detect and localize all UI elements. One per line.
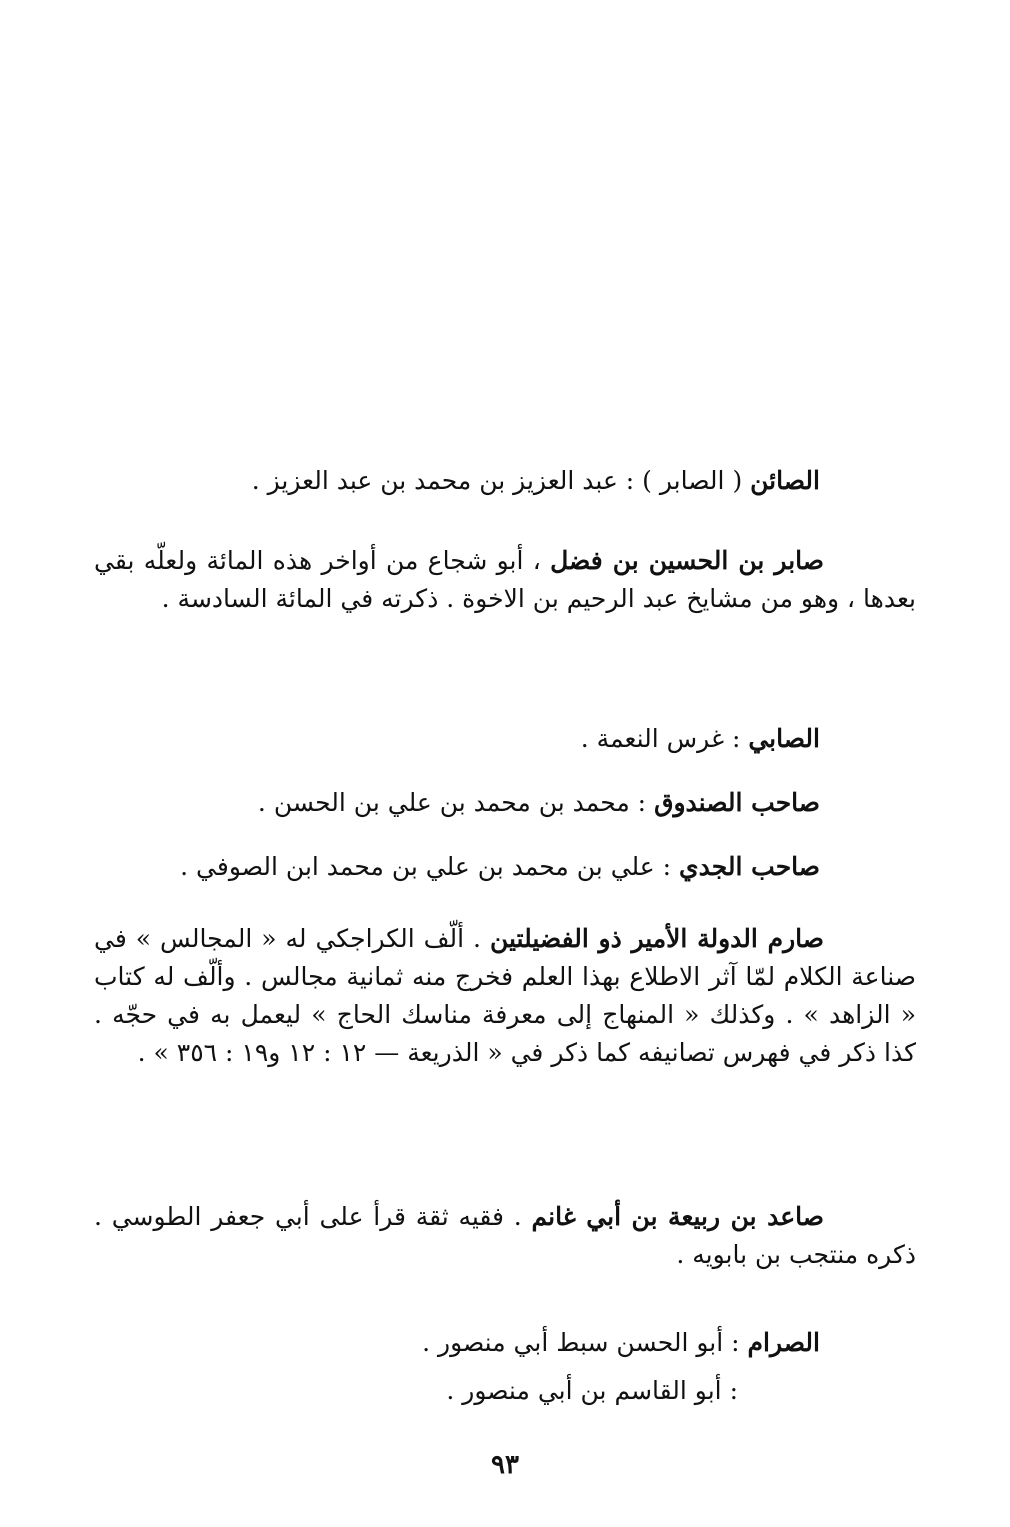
entry-body: : أبو الحسن سبط أبي منصور . <box>422 1328 748 1357</box>
entry-al-sarram <box>100 1324 820 1362</box>
entry-head: الصابي <box>748 724 820 753</box>
entry-head: صاحب الصندوق <box>654 788 820 817</box>
entry-head: الصائن <box>750 466 820 495</box>
entry-head: الصرام <box>747 1328 820 1357</box>
entry-sarim-al-dawla <box>94 920 916 1072</box>
entry-al-saen <box>100 462 820 500</box>
entry-body: : أبو القاسم بن أبي منصور . <box>446 1376 738 1405</box>
entry-body: ، أبو شجاع من أواخر هذه المائة ولعلّه بقي بعدها ، وهو من مشايخ عبد الرحيم بن الاخوة . ذكرته في المائة السادسة . <box>94 546 916 613</box>
entry-head: صاحب الجدي <box>679 852 820 881</box>
entry-body: . ألّف الكراجكي له « المجالس » في صناعة الكلام لمّا آثر الاطلاع بهذا العلم فخرج منه ثمانية مجالس . وألّف له كتاب « الزاهد » . وكذلك « المنهاج إلى معرفة مناسك الحاج » ليعمل به في حجّه . كذا ذكر في فهرس تصانيفه كما ذكر في « الذريعة — ١٢ : ١٢ و١٩ : ٣٥٦ » . <box>94 924 916 1067</box>
entry-al-sabi <box>100 720 820 758</box>
entry-saed-bin-rabia <box>94 1198 916 1274</box>
entry-saber-bin-al-husayn <box>94 542 916 618</box>
page-number: ٩٣ <box>491 1450 519 1480</box>
entry-body: . فقيه ثقة قرأ على أبي جعفر الطوسي . ذكره منتجب بن بابويه . <box>94 1202 916 1269</box>
entry-sahib-al-sunduq <box>100 784 820 822</box>
entry-body: ( الصابر ) : عبد العزيز بن محمد بن عبد العزيز . <box>251 466 751 495</box>
entry-head: صارم الدولة الأمير ذو الفضيلتين <box>489 924 824 953</box>
entry-body: : علي بن محمد بن علي بن محمد ابن الصوفي . <box>180 852 680 881</box>
entry-sahib-al-jadi <box>100 848 820 886</box>
entry-al-sarram-2 <box>100 1372 738 1410</box>
entry-head: صاعد بن ربيعة بن أبي غانم <box>531 1202 824 1231</box>
entry-body: : محمد بن محمد بن علي بن الحسن . <box>257 788 655 817</box>
entry-head: صابر بن الحسين بن فضل <box>550 546 825 575</box>
entry-body: : غرس النعمة . <box>580 724 749 753</box>
